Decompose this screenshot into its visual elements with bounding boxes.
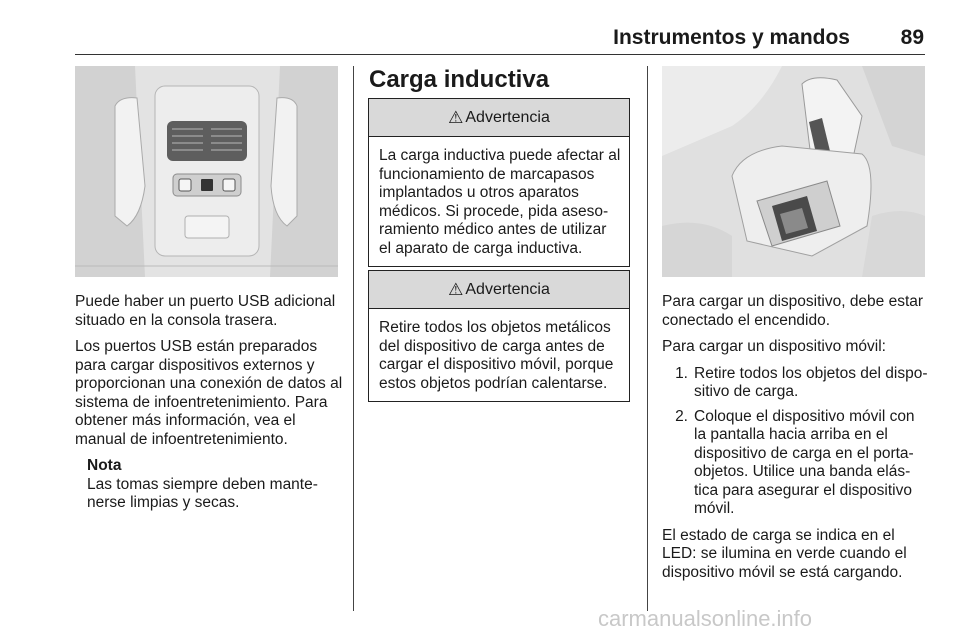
- note-box: [75, 457, 345, 513]
- section-title: Carga inductiva: [369, 66, 550, 93]
- led-status-paragraph: El estado de carga se indica en el LED: se ilumina en verde cuando el dispositivo móvil se está cargando.: [662, 526, 907, 581]
- charging-steps-list: [662, 365, 930, 519]
- warning-triangle-icon: ⚠: [448, 279, 464, 299]
- page-number: 89: [900, 26, 924, 49]
- warning-box-1: [368, 98, 630, 267]
- note-title: Nota: [87, 457, 122, 474]
- warning-box-2-title: Advertencia: [465, 280, 550, 298]
- step-text: Coloque el dispositivo móvil con la pantalla hacia arriba en el dispositivo de carga en el porta- objetos. Utilice una banda elás- tica para asegurar el dispositivo móvil.: [694, 407, 915, 517]
- step-number: 2.: [675, 407, 688, 425]
- warning-triangle-icon: ⚠: [448, 107, 464, 127]
- warning-box-1-title: Advertencia: [465, 108, 550, 126]
- warning-box-2-text: Retire todos los objetos metálicos del dispositivo de carga antes de cargar el dispositivo móvil, porque estos objetos podrían calentarse.: [379, 319, 614, 392]
- steps-intro-paragraph: Para cargar un dispositivo móvil:: [662, 338, 886, 355]
- rear-console-usb-figure: [75, 66, 338, 277]
- warning-box-2: [368, 270, 630, 402]
- column-divider-right: [647, 66, 648, 611]
- left-column: [75, 293, 345, 513]
- running-header-title: Instrumentos y mandos: [613, 26, 850, 49]
- column-divider-left: [353, 66, 354, 611]
- list-item: [662, 365, 930, 402]
- warning-box-1-header: [369, 99, 629, 137]
- step-number: 1.: [675, 364, 688, 382]
- inductive-charging-figure: [662, 66, 925, 277]
- watermark: carmanualsonline.info: [598, 606, 813, 631]
- warning-box-2-header: [369, 271, 629, 309]
- usb-intro-paragraph: Puede haber un puerto USB adicional situado en la consola trasera.: [75, 293, 336, 329]
- step-text: Retire todos los objetos del dispo- sitivo de carga.: [694, 364, 928, 400]
- header-rule: [75, 54, 925, 55]
- right-column: [662, 293, 930, 590]
- note-text: Las tomas siempre deben mante- nerse limpias y secas.: [87, 475, 318, 511]
- list-item: [662, 408, 930, 519]
- usb-description-paragraph: Los puertos USB están preparados para cargar dispositivos externos y proporcionan una conexión de datos al sistema de infoentretenimiento. Para obtener más información, vea el manual de infoentretenimiento.: [75, 338, 343, 448]
- warning-box-1-text: La carga inductiva puede afectar al funcionamiento de marcapasos implantados u otros aparatos médicos. Si procede, pida aseso- ramiento médico antes de utilizar el aparato de carga inductiva.: [379, 147, 621, 257]
- ignition-paragraph: Para cargar un dispositivo, debe estar conectado el encendido.: [662, 293, 924, 329]
